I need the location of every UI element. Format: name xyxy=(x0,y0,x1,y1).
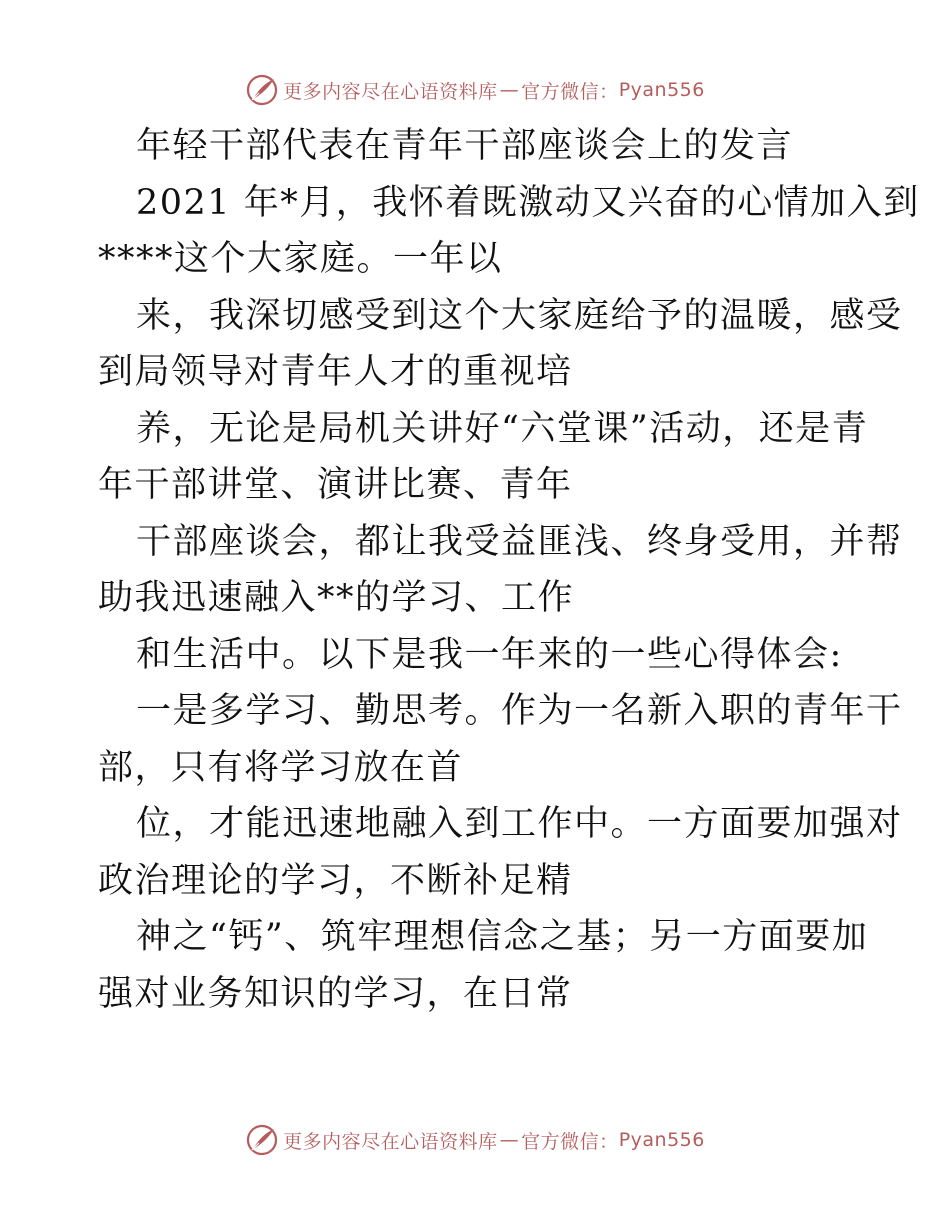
feather-pen-logo-icon xyxy=(245,73,279,107)
watermark-wechat-label: 官方微信： xyxy=(521,80,619,103)
paragraph-line: 政治理论的学习，不断补足精 xyxy=(98,860,573,901)
paragraph-line: 助我迅速融入**的学习、工作 xyxy=(98,578,575,618)
watermark-dash: — xyxy=(499,1129,520,1151)
watermark-dash: — xyxy=(499,79,520,101)
watermark-wechat-label: 官方微信： xyxy=(521,1130,619,1153)
paragraph-line: 一是多学习、勤思考。作为一名新入职的青年干 xyxy=(136,691,903,731)
paragraph-line: 部，只有将学习放在首 xyxy=(98,747,464,788)
paragraph-line: 和生活中。以下是我一年来的一些心得体会: xyxy=(136,634,843,675)
document-title: 年轻干部代表在青年干部座谈会上的发言 xyxy=(136,126,794,166)
paragraph-line: 神之“钙”、筑牢理想信念之基；另一方面要加 xyxy=(136,917,869,957)
paragraph-line: 年干部讲堂、演讲比赛、青年 xyxy=(98,465,573,505)
watermark-text: 更多内容尽在心语资料库 xyxy=(283,1130,498,1153)
paragraph-line: ****这个大家庭。一年以 xyxy=(98,239,503,279)
watermark-text: 更多内容尽在心语资料库 xyxy=(283,80,498,103)
header-watermark xyxy=(0,72,950,108)
paragraph-line: 来，我深切感受到这个大家庭给予的温暖，感受 xyxy=(136,295,903,336)
feather-pen-logo-icon xyxy=(245,1123,279,1157)
paragraph-line: 干部座谈会，都让我受益匪浅、终身受用，并帮 xyxy=(136,521,903,562)
paragraph-line: 位，才能迅速地融入到工作中。一方面要加强对 xyxy=(136,804,903,844)
paragraph-line: 2021 年*月，我怀着既激动又兴奋的心情加入到 xyxy=(136,182,920,223)
watermark-wechat-id: Pyan556 xyxy=(618,79,705,101)
paragraph-line: 强对业务知识的学习，在日常 xyxy=(98,973,573,1014)
paragraph-line: 到局领导对青年人才的重视培 xyxy=(98,352,573,392)
document-body xyxy=(98,118,920,1022)
footer-watermark xyxy=(0,1122,950,1158)
watermark-wechat-id: Pyan556 xyxy=(618,1129,705,1151)
paragraph-line: 养，无论是局机关讲好“六堂课”活动，还是青 xyxy=(136,408,869,449)
